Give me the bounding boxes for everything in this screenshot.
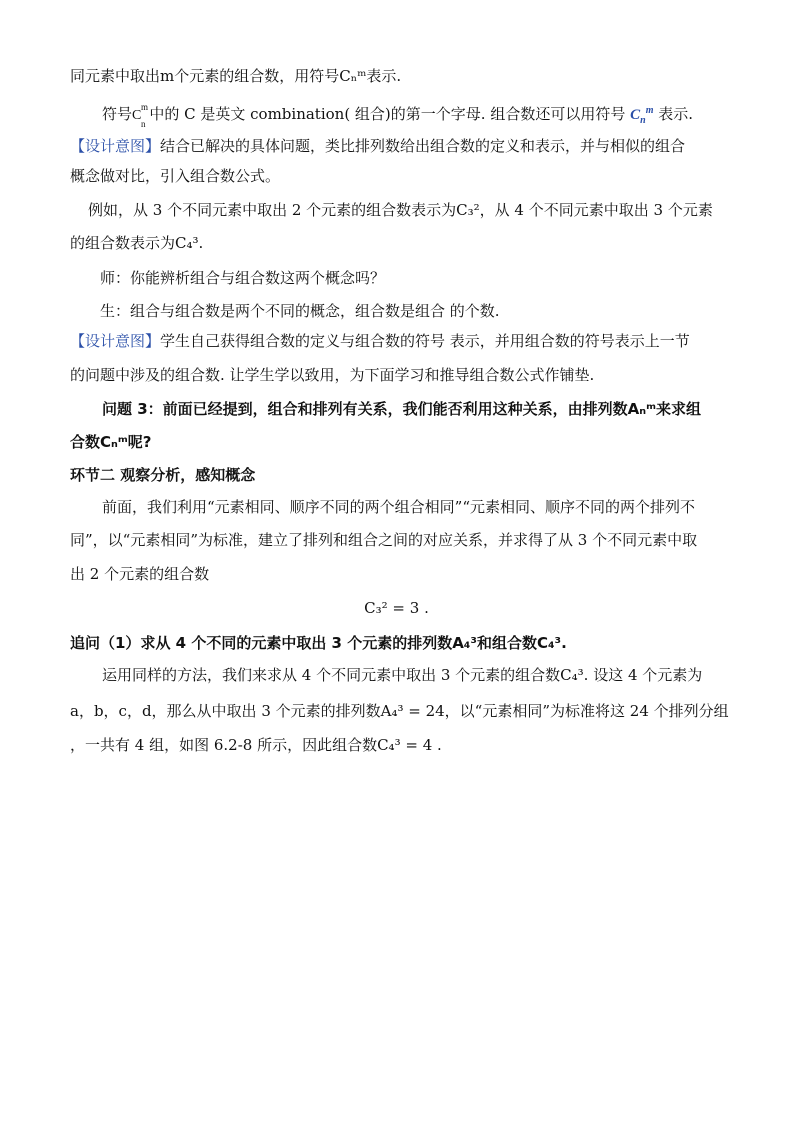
paragraph-line-3 [70, 136, 753, 156]
sym-m: m [645, 105, 654, 116]
paragraph-line-5: 例如，从 3 个不同元素中取出 2 个元素的组合数表示为C₃²，从 4 个不同元素中取出 3 个元素 [88, 201, 713, 219]
paragraph-line-9 [70, 331, 753, 351]
question-3-cont: 合数Cₙᵐ呢? [70, 433, 152, 451]
text-segment: 符号 [102, 105, 133, 123]
paragraph-line-20: a，b，c，d，那么从中取出 3 个元素的排列数A₄³ = 24，以“元素相同”为标准将这 24 个排列分组 [70, 702, 729, 720]
section-heading: 环节二 观察分析，感知概念 [70, 466, 256, 484]
follow-up-question: 追问（1）求从 4 个不同的元素中取出 3 个元素的排列数A₄³和组合数C₄³. [70, 634, 567, 652]
paragraph-line-16: 出 2 个元素的组合数 [70, 565, 210, 583]
equation-c32: C₃² = 3 . [364, 599, 429, 617]
combination-symbol [132, 102, 149, 129]
text-segment: 表示. [658, 105, 694, 123]
design-intent-tag: 【设计意图】 [70, 137, 161, 155]
paragraph-line-6: 的组合数表示为C₄³. [70, 234, 204, 252]
paragraph-line-10: 的问题中涉及的组合数. 让学生学以致用，为下面学习和推导组合数公式作铺垫. [70, 366, 595, 384]
paragraph-line-15: 同”，以“元素相同”为标准，建立了排列和组合之间的对应关系，并求得了从 3 个不同元素中取 [70, 531, 698, 549]
paragraph-line-4: 概念做对比，引入组合数公式。 [70, 167, 281, 185]
combination-symbol-italic: $C_n^m$ [630, 105, 654, 126]
paragraph-line-7: 师：你能辨析组合与组合数这两个概念吗？ [100, 269, 386, 287]
paragraph-line-19: 运用同样的方法，我们来求从 4 个不同元素中取出 3 个元素的组合数C₄³. 设这 4 个元素为 [102, 666, 703, 684]
design-intent-tag: 【设计意图】 [70, 332, 161, 350]
paragraph-line-1: 同元素中取出m个元素的组合数，用符号Cₙᵐ表示. [70, 67, 402, 85]
symbol-letter: C [132, 108, 142, 123]
paragraph-line-8: 生：组合与组合数是两个不同的概念，组合数是组合 的个数. [100, 302, 500, 320]
text-segment: 结合已解决的具体问题，类比排列数给出组合数的定义和表示，并与相似的组合 [160, 137, 686, 155]
paragraph-line-2 [102, 101, 753, 131]
paragraph-line-14: 前面，我们利用“元素相同、顺序不同的两个组合相同”“元素相同、顺序不同的两个排列不 [102, 498, 696, 516]
question-3: 问题 3：前面已经提到，组合和排列有关系，我们能否利用这种关系，由排列数Aₙᵐ来求组 [102, 400, 702, 418]
paragraph-line-21: ，一共有 4 组，如图 6.2-8 所示，因此组合数C₄³ = 4 . [70, 736, 442, 754]
symbol-sup: m [141, 102, 149, 112]
symbol-sub: n [141, 119, 146, 129]
text-segment: 学生自己获得组合数的定义与组合数的符号 表示，并用组合数的符号表示上一节 [160, 332, 690, 350]
sym-n: n [640, 115, 646, 126]
text-segment: 中的 C 是英文 combination( 组合)的第一个字母. 组合数还可以用符号 [149, 105, 626, 123]
